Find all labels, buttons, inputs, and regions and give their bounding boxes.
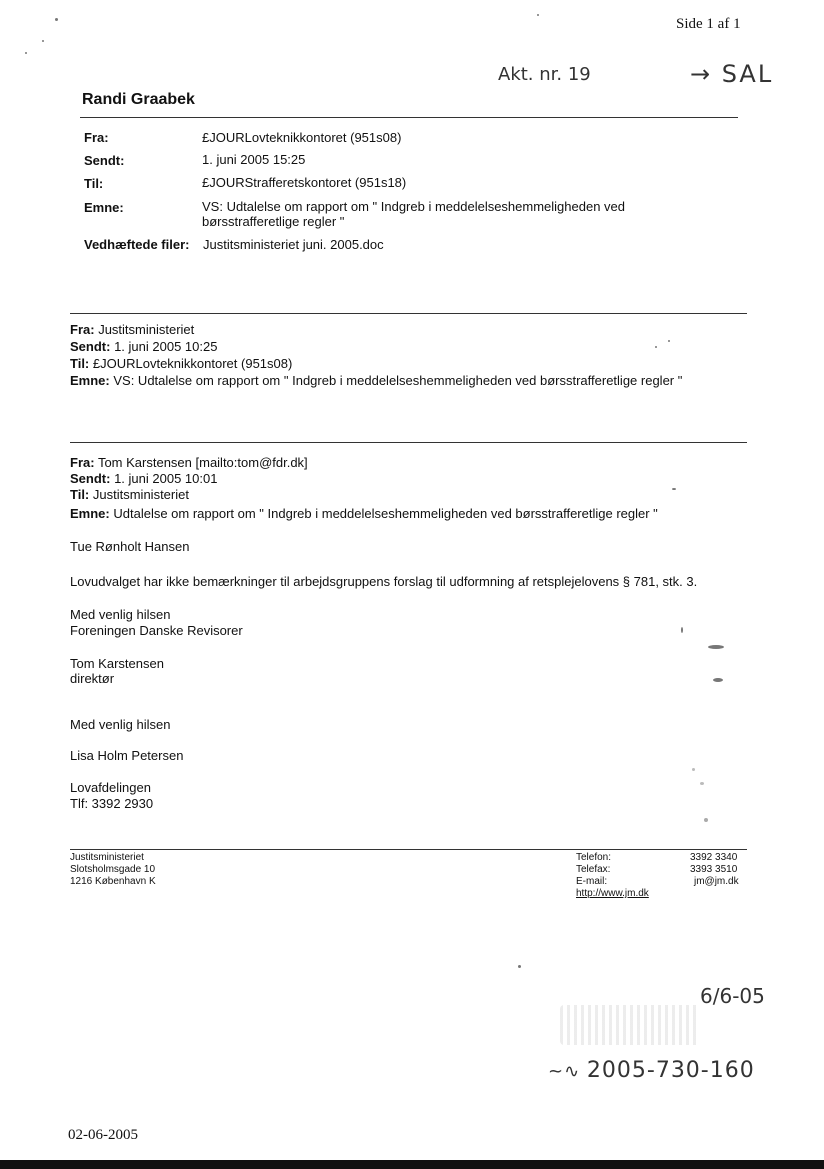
forward1-sendt: Sendt: 1. juni 2005 10:25 bbox=[70, 339, 218, 354]
scan-speck bbox=[537, 14, 539, 16]
organization-name: Foreningen Danske Revisorer bbox=[70, 623, 243, 638]
scan-speck bbox=[692, 768, 695, 771]
footer-telefax-value: 3393 3510 bbox=[690, 864, 738, 875]
scan-speck bbox=[668, 340, 670, 342]
scan-speck bbox=[518, 965, 521, 968]
handwritten-case-number: ~∿ 2005-730-160 bbox=[548, 1058, 755, 1083]
footer-email-value: jm@jm.dk bbox=[694, 876, 739, 887]
forward2-til: Til: Justitsministeriet bbox=[70, 487, 189, 502]
scan-edge bbox=[0, 1160, 824, 1169]
divider bbox=[70, 313, 747, 314]
scan-speck bbox=[704, 818, 708, 822]
header-til-value: £JOURStrafferetskontoret (951s18) bbox=[202, 175, 407, 190]
scan-speck bbox=[681, 627, 683, 633]
forward2-fra: Fra: Tom Karstensen [mailto:tom@fdr.dk] bbox=[70, 455, 308, 470]
handwritten-akt-number: Akt. nr. 19 bbox=[498, 64, 591, 85]
scan-speck bbox=[700, 782, 704, 785]
forward1-emne: Emne: VS: Udtalelse om rapport om " Indgreb i meddelelseshemmeligheden ved børsstrafferetlige regler " bbox=[70, 373, 683, 388]
footer-telefon-label: Telefon: bbox=[576, 852, 612, 863]
handwritten-date: 6/6-05 bbox=[700, 984, 765, 1008]
scan-speck bbox=[55, 18, 58, 21]
header-fra-value: £JOURLovteknikkontoret (951s08) bbox=[202, 130, 402, 145]
footer-street: Slotsholmsgade 10 bbox=[70, 864, 156, 875]
scan-speck bbox=[655, 346, 657, 348]
signer2-name: Lisa Holm Petersen bbox=[70, 748, 184, 763]
scan-speck bbox=[25, 52, 27, 54]
signer-name: Tom Karstensen bbox=[70, 656, 164, 671]
handwritten-routing: → SAL bbox=[690, 60, 774, 88]
footer-email-label: E-mail: bbox=[576, 876, 608, 887]
forward2-emne: Emne: Udtalelse om rapport om " Indgreb i meddelelseshemmeligheden ved børsstrafferetlige regler " bbox=[70, 506, 658, 521]
forward2-sendt: Sendt: 1. juni 2005 10:01 bbox=[70, 471, 218, 486]
header-emne-value-line1: VS: Udtalelse om rapport om " Indgreb i meddelelseshemmeligheden ved bbox=[202, 199, 626, 214]
page-marker: Side 1 af 1 bbox=[676, 16, 741, 32]
header-sendt-value: 1. juni 2005 15:25 bbox=[202, 152, 306, 167]
header-emne-value-line2: børsstrafferetlige regler " bbox=[202, 214, 345, 229]
divider bbox=[70, 442, 747, 443]
forward1-fra: Fra: Justitsministeriet bbox=[70, 322, 195, 337]
scan-speck bbox=[713, 678, 723, 682]
salutation: Tue Rønholt Hansen bbox=[70, 539, 190, 554]
header-emne-label: Emne: bbox=[84, 200, 124, 215]
body-paragraph: Lovudvalget har ikke bemærkninger til arbejdsgruppens forslag til udformning af retsplejelovens § 781, stk. 3. bbox=[70, 574, 698, 589]
divider bbox=[80, 117, 738, 118]
footer-telefon-value: 3392 3340 bbox=[690, 852, 738, 863]
phone: Tlf: 3392 2930 bbox=[70, 796, 154, 811]
footer-telefax-label: Telefax: bbox=[576, 864, 611, 875]
forward1-til: Til: £JOURLovteknikkontoret (951s08) bbox=[70, 356, 293, 371]
faded-stamp bbox=[560, 1005, 700, 1045]
header-sendt-label: Sendt: bbox=[84, 153, 125, 168]
header-attachments-value: Justitsministeriet juni. 2005.doc bbox=[203, 237, 384, 252]
closing-greeting: Med venlig hilsen bbox=[70, 607, 171, 622]
header-fra-label: Fra: bbox=[84, 130, 109, 145]
scan-speck bbox=[672, 488, 676, 490]
print-date: 02-06-2005 bbox=[68, 1127, 138, 1143]
signer-title: direktør bbox=[70, 671, 115, 686]
closing-greeting-2: Med venlig hilsen bbox=[70, 717, 171, 732]
header-attachments-label: Vedhæftede filer: bbox=[84, 237, 190, 252]
scan-speck bbox=[708, 645, 724, 649]
scan-speck bbox=[42, 40, 44, 42]
footer-city: 1216 København K bbox=[70, 876, 156, 887]
sender-name: Randi Graabek bbox=[82, 91, 195, 108]
footer-org: Justitsministeriet bbox=[70, 852, 144, 863]
department: Lovafdelingen bbox=[70, 780, 151, 795]
header-til-label: Til: bbox=[84, 176, 104, 191]
footer-url-link[interactable]: http://www.jm.dk bbox=[576, 888, 649, 899]
footer-divider bbox=[70, 849, 747, 850]
